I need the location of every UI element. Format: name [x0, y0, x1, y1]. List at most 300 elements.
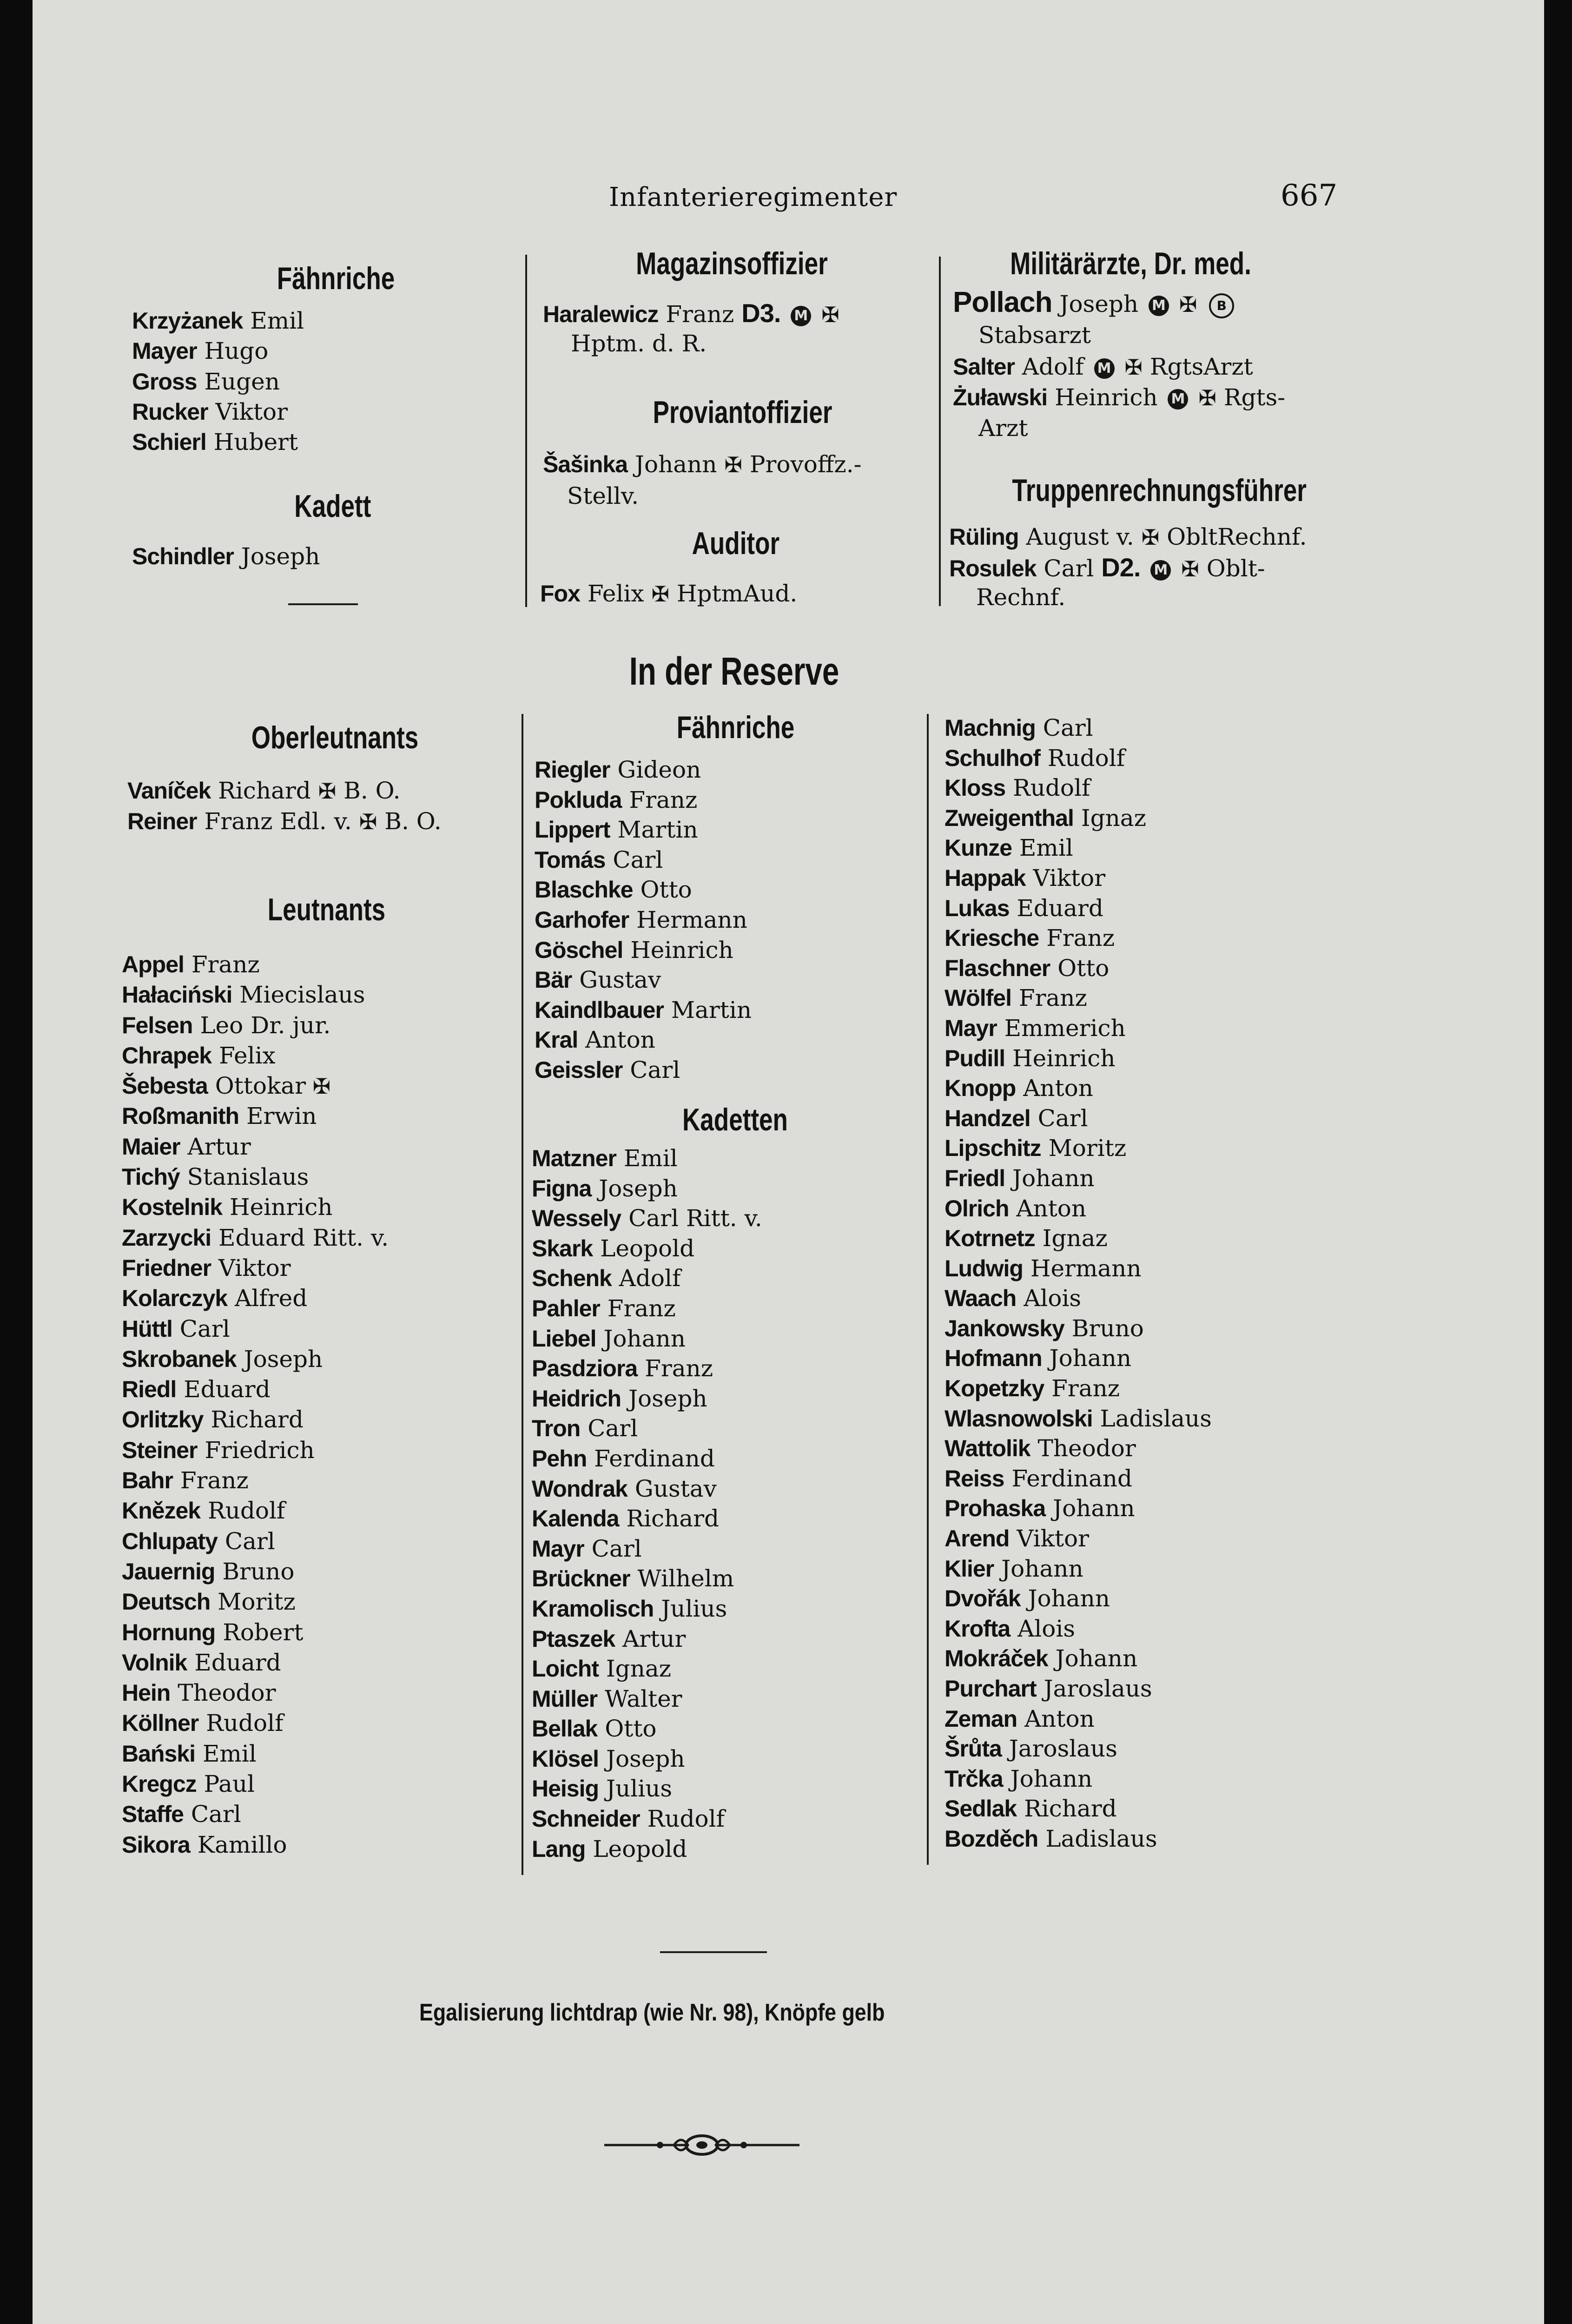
given-name: Heinrich — [229, 1194, 333, 1221]
list-item — [532, 1384, 762, 1414]
surname: Kloss — [945, 775, 1006, 801]
given-name: Alois — [1024, 1285, 1082, 1312]
surname: Heidrich — [532, 1385, 621, 1412]
list-item — [945, 923, 1212, 953]
given-name: Joseph — [606, 1745, 685, 1772]
rosulek-entry — [949, 553, 1265, 583]
divider — [288, 603, 358, 605]
given-name: Gustav — [634, 1475, 717, 1502]
scan-edge-right — [1544, 0, 1572, 2324]
given-name: Carl — [591, 1535, 642, 1562]
list-item — [945, 1464, 1212, 1494]
list-item — [122, 1799, 389, 1829]
given-name: Johann — [1012, 1164, 1095, 1192]
given-name: Moritz — [1048, 1135, 1127, 1162]
list-item — [532, 1624, 762, 1654]
heading-in-der-reserve: In der Reserve — [629, 649, 839, 693]
given-name: Jaroslaus — [1044, 1675, 1152, 1702]
given-name: Carl Ritt. v. — [628, 1205, 762, 1232]
kadetten-list — [532, 1143, 762, 1864]
surname: Geissler — [535, 1056, 623, 1083]
surname: Mayer — [132, 338, 197, 364]
list-item — [532, 1444, 762, 1474]
given-name: Artur — [187, 1133, 251, 1160]
list-item — [122, 1587, 389, 1617]
surname: Happak — [945, 865, 1026, 891]
given-name: Rudolf — [647, 1805, 725, 1833]
surname: Kunze — [945, 835, 1012, 861]
given-name: Eduard — [184, 1376, 271, 1403]
given-name: Wilhelm — [637, 1565, 734, 1592]
given-name: Paul — [204, 1770, 255, 1798]
surname: Lukas — [945, 895, 1010, 921]
surname: Schneider — [532, 1806, 640, 1832]
given-name: Joseph — [1059, 290, 1139, 317]
rank: B. O. — [384, 808, 442, 835]
list-item — [532, 1263, 762, 1294]
given-name: Gideon — [617, 756, 701, 783]
list-item — [122, 1344, 389, 1374]
surname: Kopetzky — [945, 1375, 1044, 1402]
cross-pattee-icon: ✠ — [1179, 292, 1197, 317]
surname: Krofta — [945, 1615, 1011, 1642]
given-name: Joseph — [628, 1385, 707, 1412]
given-name: Eduard — [1017, 894, 1103, 922]
list-item — [532, 1594, 762, 1624]
m-badge-icon: M — [791, 306, 811, 326]
rank: Provoffz.- — [749, 451, 862, 478]
given-name: Robert — [223, 1618, 304, 1646]
given-name: Franz — [1046, 924, 1115, 952]
list-item — [532, 1294, 762, 1324]
surname: Schindler — [132, 543, 234, 569]
rank-code: D2. — [1101, 553, 1141, 582]
list-item — [945, 1554, 1212, 1584]
surname: Bański — [122, 1740, 195, 1767]
given-name: Kamillo — [197, 1831, 287, 1858]
magazin-entry — [543, 299, 839, 329]
surname: Prohaska — [945, 1495, 1046, 1522]
surname: Skrobanek — [122, 1346, 237, 1372]
surname: Tomás — [535, 846, 606, 873]
given-name: Johann — [1001, 1555, 1083, 1582]
heading-leutnants: Leutnants — [267, 892, 386, 927]
surname: Vaníček — [127, 778, 211, 804]
surname: Felsen — [122, 1012, 193, 1038]
surname: Tron — [532, 1415, 581, 1442]
given-name: Rudolf — [1013, 774, 1090, 802]
surname: Kriesche — [945, 925, 1039, 951]
given-name: Emil — [623, 1145, 678, 1172]
given-name: Franz — [607, 1294, 676, 1322]
surname: Šrůta — [945, 1736, 1002, 1762]
list-item — [945, 1073, 1212, 1103]
given-name: Franz — [629, 786, 698, 813]
given-name: Friedrich — [205, 1436, 315, 1464]
surname: Heisig — [532, 1776, 599, 1802]
given-name: Joseph — [599, 1175, 678, 1202]
list-item — [945, 863, 1212, 893]
given-name: Carl — [630, 1056, 680, 1083]
surname: Lang — [532, 1835, 586, 1862]
list-item — [132, 427, 304, 457]
surname: Blaschke — [535, 877, 633, 903]
surname: Müller — [532, 1685, 598, 1712]
given-name: Erwin — [246, 1103, 317, 1130]
given-name: Otto — [1057, 954, 1110, 982]
list-item — [535, 785, 752, 815]
surname: Garhofer — [535, 906, 629, 933]
list-item — [122, 1769, 389, 1799]
surname: Chrapek — [122, 1042, 212, 1069]
oberleutnant-entry — [127, 807, 442, 836]
given-name: Hermann — [636, 906, 747, 933]
surname: Purchart — [945, 1676, 1037, 1702]
list-item — [122, 1010, 389, 1041]
list-item — [122, 1132, 389, 1162]
given-name: Ladislaus — [1045, 1825, 1157, 1852]
given-name: Rudolf — [1047, 744, 1125, 772]
surname: Appel — [122, 951, 184, 977]
list-item — [945, 1283, 1212, 1314]
given-name: Emil — [202, 1740, 257, 1767]
list-item — [945, 1524, 1212, 1554]
given-name: Martin — [617, 816, 698, 844]
list-item — [945, 713, 1212, 743]
list-item — [122, 1041, 389, 1071]
given-name: Ferdinand — [1011, 1465, 1133, 1492]
surname: Olrich — [945, 1195, 1009, 1221]
given-name: Anton — [1016, 1195, 1087, 1222]
heading-faehnriche-reserve: Fähnriche — [676, 710, 795, 745]
surname: Tichý — [122, 1164, 180, 1190]
heading-faehnriche-active: Fähnriche — [277, 261, 395, 296]
surname: Mayr — [532, 1535, 584, 1562]
surname: Chlupaty — [122, 1528, 218, 1554]
surname: Bahr — [122, 1467, 173, 1494]
list-item — [122, 1557, 389, 1587]
surname: Skark — [532, 1235, 593, 1261]
list-item — [532, 1474, 762, 1504]
surname: Rüling — [949, 524, 1019, 550]
surname: Friedl — [945, 1165, 1005, 1191]
given-name: Felix — [218, 1042, 276, 1069]
surname: Sedlak — [945, 1796, 1017, 1822]
list-item — [532, 1564, 762, 1594]
given-name: Felix — [587, 580, 644, 607]
list-item — [945, 773, 1212, 803]
surname: Hornung — [122, 1619, 216, 1645]
list-item — [122, 1314, 389, 1344]
given-name: Richard — [1024, 1795, 1117, 1822]
surname: Ptaszek — [532, 1625, 615, 1652]
surname: Haralewicz — [543, 301, 659, 327]
zulawski-rank: Arzt — [978, 415, 1028, 442]
surname: Reiner — [127, 808, 197, 834]
given-name: Franz — [180, 1467, 249, 1494]
given-name: Johann — [1055, 1645, 1138, 1672]
given-name: Richard — [626, 1505, 719, 1532]
list-item — [535, 875, 752, 905]
list-item — [132, 367, 304, 397]
given-name: Johann — [1028, 1585, 1110, 1612]
given-name: Franz — [1051, 1375, 1120, 1402]
given-name: Carl — [1044, 555, 1094, 582]
given-name: Theodor — [1037, 1435, 1136, 1462]
list-item — [122, 1405, 389, 1435]
list-item — [945, 1133, 1212, 1163]
list-item — [945, 803, 1212, 833]
list-item — [535, 845, 752, 875]
list-item — [532, 1143, 762, 1174]
surname: Kaindlbauer — [535, 997, 664, 1023]
given-name: Gustav — [579, 966, 661, 994]
given-name: Carl — [1043, 714, 1093, 741]
list-item — [535, 815, 752, 845]
given-name: Bruno — [1071, 1314, 1144, 1342]
list-item — [945, 1343, 1212, 1373]
list-item — [945, 1704, 1212, 1734]
list-item — [122, 1283, 389, 1314]
given-name: Moritz — [218, 1588, 296, 1616]
list-item — [532, 1534, 762, 1564]
given-name: Heinrich — [1055, 384, 1158, 411]
list-item — [945, 1764, 1212, 1794]
given-name: Carl — [179, 1315, 230, 1342]
list-item — [122, 980, 389, 1010]
surname: Šašinka — [543, 451, 628, 477]
ornament-icon — [604, 2129, 799, 2161]
given-name: Viktor — [218, 1254, 291, 1281]
heading-proviantoffizier: Proviantoffizier — [653, 395, 832, 430]
list-item — [535, 1055, 752, 1085]
list-item — [945, 1163, 1212, 1194]
rank: B. O. — [343, 777, 401, 804]
list-item — [945, 1254, 1212, 1284]
given-name: Leopold — [593, 1835, 687, 1862]
surname: Lipschitz — [945, 1135, 1041, 1162]
surname: Wölfel — [945, 985, 1011, 1011]
m-badge-icon: M — [1150, 560, 1171, 581]
surname: Pollach — [953, 286, 1052, 318]
surname: Dvořák — [945, 1585, 1021, 1612]
list-item — [132, 397, 304, 427]
list-item — [945, 1674, 1212, 1704]
list-item — [532, 1774, 762, 1804]
given-name: Johann — [1049, 1345, 1132, 1372]
surname: Wattolik — [945, 1435, 1030, 1462]
surname: Knopp — [945, 1075, 1016, 1102]
rank: Rgts- — [1223, 384, 1286, 411]
surname: Göschel — [535, 937, 623, 963]
divider — [660, 1951, 767, 1953]
kadett-entry — [132, 542, 320, 571]
surname: Jauernig — [122, 1558, 215, 1585]
list-item — [532, 1714, 762, 1744]
cross-pattee-icon: ✠ — [724, 452, 742, 477]
heading-auditor: Auditor — [692, 526, 780, 561]
list-item — [122, 1192, 389, 1222]
surname: Liebel — [532, 1325, 596, 1352]
list-item — [532, 1174, 762, 1204]
surname: Pehn — [532, 1445, 587, 1472]
given-name: Miecislaus — [239, 981, 365, 1009]
given-name: Theodor — [178, 1679, 276, 1707]
surname: Gross — [132, 368, 197, 395]
surname: Schulhof — [945, 745, 1040, 771]
surname: Brückner — [532, 1565, 630, 1592]
surname: Pokluda — [535, 786, 622, 813]
list-item — [945, 1794, 1212, 1824]
magazin-rank: Hptm. d. R. — [571, 330, 707, 357]
heading-kadett: Kadett — [294, 489, 371, 524]
list-item — [122, 1739, 389, 1769]
surname: Zweigenthal — [945, 805, 1074, 831]
given-name: Franz — [1018, 984, 1087, 1012]
given-name: Franz Edl. v. — [204, 808, 352, 835]
list-item — [122, 1253, 389, 1283]
given-name: Ottokar — [215, 1072, 306, 1100]
list-item — [535, 755, 752, 785]
surname: Loicht — [532, 1656, 599, 1682]
surname: Kregcz — [122, 1771, 197, 1797]
surname: Kotrnetz — [945, 1225, 1035, 1252]
salter-entry — [953, 352, 1253, 382]
m-badge-icon: M — [1168, 389, 1188, 409]
given-name: Ignaz — [606, 1655, 672, 1683]
surname: Schenk — [532, 1265, 612, 1292]
list-item — [945, 1404, 1212, 1434]
surname: Reiss — [945, 1465, 1004, 1492]
given-name: Alois — [1017, 1615, 1075, 1642]
given-name: Rudolf — [207, 1497, 285, 1525]
given-name: Viktor — [215, 398, 288, 425]
surname: Klier — [945, 1555, 994, 1582]
surname: Arend — [945, 1525, 1010, 1552]
footer-note: Egalisierung lichtdrap (wie Nr. 98), Knöpfe gelb — [419, 1999, 885, 2026]
given-name: Viktor — [1033, 864, 1106, 891]
list-item — [122, 1435, 389, 1466]
heading-oberleutnants: Oberleutnants — [251, 720, 419, 755]
rank-code: D3. — [741, 298, 781, 328]
auditor-entry — [540, 579, 797, 608]
surname: Bellak — [532, 1716, 598, 1742]
list-item — [122, 1648, 389, 1678]
list-item — [945, 1433, 1212, 1464]
given-name: Leo Dr. jur. — [200, 1011, 331, 1039]
surname: Roßmanith — [122, 1103, 239, 1129]
given-name: Stanislaus — [187, 1163, 309, 1191]
list-item — [122, 1708, 389, 1738]
list-item — [122, 1830, 389, 1860]
list-item — [532, 1744, 762, 1774]
surname: Matzner — [532, 1145, 616, 1171]
list-item — [122, 1678, 389, 1708]
heading-militaeraerzte: Militärärzte, Dr. med. — [1010, 246, 1251, 281]
surname: Kostelnik — [122, 1194, 223, 1221]
list-item — [945, 1614, 1212, 1644]
surname: Friedner — [122, 1254, 211, 1281]
given-name: Rudolf — [206, 1710, 284, 1737]
m-badge-icon: M — [1149, 296, 1169, 316]
list-item — [945, 1373, 1212, 1404]
list-item — [532, 1504, 762, 1534]
b-badge-icon: B — [1209, 293, 1234, 318]
surname: Bozděch — [945, 1825, 1038, 1852]
surname: Żuławski — [953, 384, 1048, 410]
rank: ObltRechnf. — [1167, 523, 1307, 550]
list-item — [532, 1654, 762, 1684]
list-item — [945, 1493, 1212, 1524]
surname: Kral — [535, 1027, 578, 1053]
given-name: Carl — [613, 846, 663, 873]
reserve-col3-list — [945, 713, 1212, 1854]
rank: Oblt- — [1206, 555, 1265, 582]
list-item — [535, 935, 752, 965]
given-name: Hugo — [204, 337, 269, 365]
running-head: Infanterieregimenter — [609, 182, 898, 212]
given-name: Otto — [605, 1715, 657, 1743]
list-item — [122, 950, 389, 980]
given-name: Heinrich — [1012, 1044, 1116, 1072]
surname: Wlasnowolski — [945, 1405, 1093, 1432]
surname: Knězek — [122, 1498, 201, 1524]
list-item — [945, 983, 1212, 1013]
list-item — [535, 1025, 752, 1055]
list-item — [122, 1071, 389, 1101]
given-name: Bruno — [222, 1558, 295, 1585]
pollach-rank: Stabsarzt — [978, 322, 1091, 349]
list-item — [122, 1466, 389, 1496]
cross-pattee-icon: ✠ — [1198, 385, 1216, 410]
list-item — [122, 1526, 389, 1557]
list-item — [532, 1804, 762, 1834]
list-item — [945, 833, 1212, 863]
proviant-rank: Stellv. — [567, 482, 639, 509]
rosulek-rank: Rechnf. — [976, 584, 1066, 611]
list-item — [945, 1223, 1212, 1254]
oberleutnant-entry — [127, 776, 401, 805]
list-item — [945, 1043, 1212, 1074]
list-item — [945, 893, 1212, 924]
heading-truppenrechnungsfuehrer: Truppenrechnungsführer — [1012, 473, 1307, 508]
surname: Jankowsky — [945, 1315, 1064, 1341]
given-name: Carl — [588, 1415, 638, 1442]
surname: Orlitzky — [122, 1406, 204, 1433]
column-rule — [927, 714, 929, 1865]
column-rule — [939, 257, 941, 606]
surname: Schierl — [132, 429, 206, 456]
list-item — [122, 1223, 389, 1253]
surname: Kramolisch — [532, 1595, 654, 1622]
column-rule — [522, 714, 523, 1875]
cross-pattee-icon: ✠ — [1124, 355, 1143, 380]
surname: Pasdziora — [532, 1355, 638, 1382]
surname: Klösel — [532, 1745, 599, 1772]
proviant-entry — [543, 450, 862, 479]
given-name: Ignaz — [1042, 1225, 1108, 1252]
list-item — [132, 336, 304, 366]
surname: Kalenda — [532, 1505, 619, 1532]
given-name: Joseph — [244, 1345, 323, 1373]
surname: Riegler — [535, 757, 610, 783]
list-item — [532, 1413, 762, 1444]
surname: Waach — [945, 1285, 1017, 1312]
heading-kadetten: Kadetten — [682, 1102, 788, 1137]
surname: Mokráček — [945, 1645, 1048, 1672]
given-name: Alfred — [235, 1285, 308, 1312]
given-name: Adolf — [1022, 353, 1084, 380]
